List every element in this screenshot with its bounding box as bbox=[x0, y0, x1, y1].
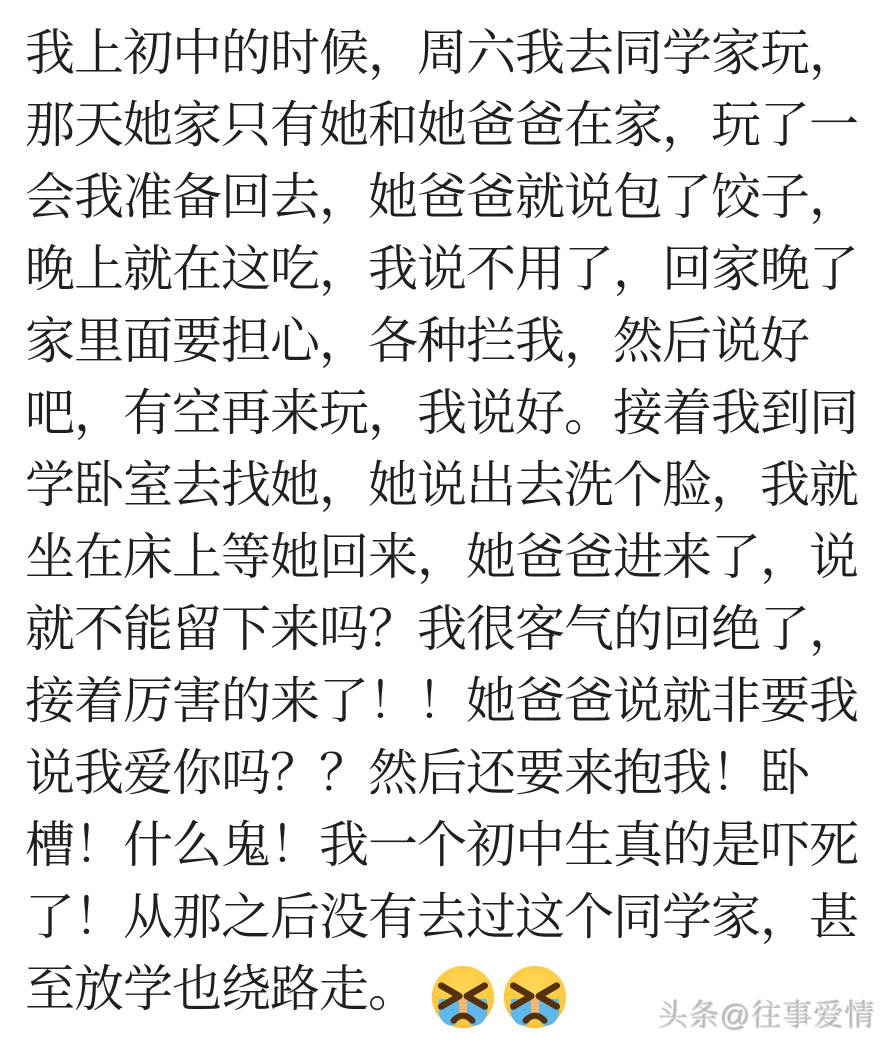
story-line: 那天她家只有她和她爸爸在家，玩了一 bbox=[25, 97, 858, 153]
loudly-crying-face-emoji bbox=[429, 963, 497, 1031]
story-line: 了！从那之后没有去过这个同学家，甚 bbox=[25, 889, 858, 945]
story-line: 就不能留下来吗？我很客气的回绝了， bbox=[25, 601, 858, 657]
story-line: 我上初中的时候，周六我去同学家玩， bbox=[25, 25, 858, 81]
story-line: 吧，有空再来玩，我说好。接着我到同 bbox=[25, 385, 858, 441]
story-line-text: 至放学也绕路走。 bbox=[25, 961, 417, 1017]
story-line: 坐在床上等她回来，她爸爸进来了，说 bbox=[25, 529, 858, 585]
story-line: 接着厉害的来了！！她爸爸说就非要我 bbox=[25, 673, 858, 729]
story-line: 槽！什么鬼！我一个初中生真的是吓死 bbox=[25, 817, 858, 873]
emoji-row bbox=[425, 963, 569, 1025]
story-line: 晚上就在这吃，我说不用了，回家晚了 bbox=[25, 241, 858, 297]
story-line: 说我爱你吗？？然后还要来抱我！卧 bbox=[25, 745, 809, 801]
story-line: 家里面要担心，各种拦我，然后说好 bbox=[25, 313, 809, 369]
watermark: 头条@往事爱情 bbox=[658, 1000, 876, 1033]
story-line: 学卧室去找她，她说出去洗个脸，我就 bbox=[25, 457, 858, 513]
story-line: 会我准备回去，她爸爸就说包了饺子， bbox=[25, 169, 858, 225]
loudly-crying-face-emoji bbox=[501, 963, 569, 1031]
